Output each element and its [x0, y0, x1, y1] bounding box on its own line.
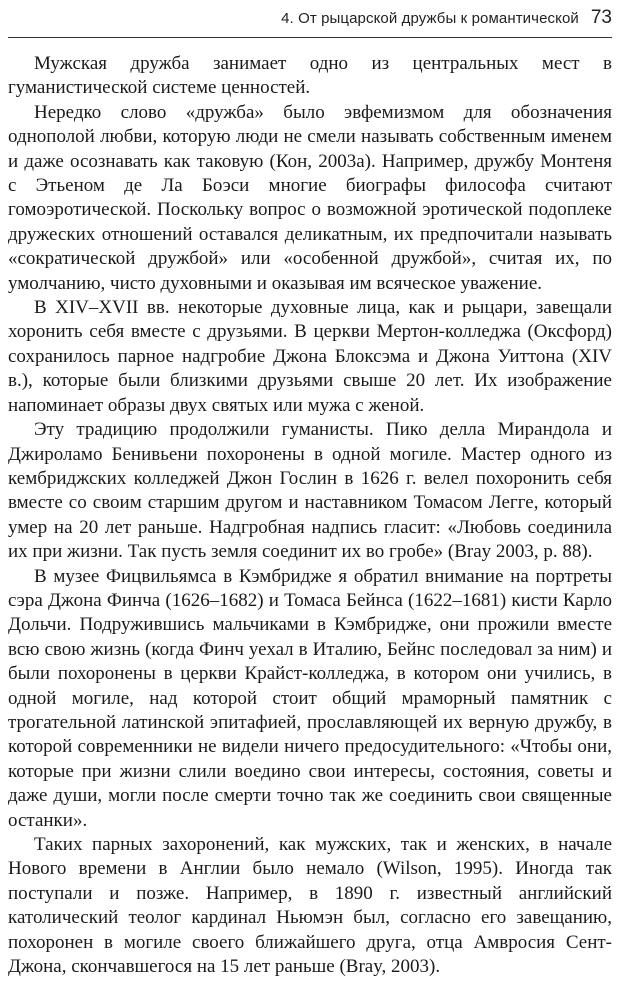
chapter-title: 4. От рыцарской дружбы к романтической — [281, 9, 579, 27]
running-head — [8, 0, 612, 36]
page-number: 73 — [590, 7, 612, 28]
paragraph: Эту традицию продолжили гуманисты. Пико делла Мирандола и Джироламо Бенивьени похоронены в одной могиле. Мастер одного из кембриджских колледжей Джон Гослин в 1626 г. велел похоронить себя вместе со своим старшим другом и наставником Томасом Легге, который умер на 20 лет раньше. Надгробная надпись гласит: «Любовь соединила их при жизни. Так пусть земля соединит их во гробе» (Bray 2003, p. 88). — [8, 419, 612, 563]
body-text — [8, 52, 612, 979]
paragraph: В XIV–XVII вв. некоторые духовные лица, как и рыцари, завещали хоронить себя вместе с друзьями. В церкви Мертон-колледжа (Оксфорд) сохранилось парное надгробие Джона Блоксэма и Джона Уиттона (XIV в.), которые были близкими друзьями свыше 20 лет. Их изображение напоминает образы двух святых или мужа с женой. — [8, 297, 612, 416]
paragraph: Мужская дружба занимает одно из центральных мест в гуманистической системе ценностей. — [8, 53, 612, 99]
paragraph: Нередко слово «дружба» было эвфемизмом для обозначения однополой любви, которую люди не смели называть собственным именем и даже осознавать как таковую (Кон, 2003а). Например, дружбу Монтеня с Этьеном де Ла Боэси многие биографы философа считают гомоэротической. Поскольку вопрос о возможной эротической подоплеке дружеских отношений оставался деликатным, их предпочитали называть «сократической дружбой» или «особенной дружбой», считая их, по умолчанию, чисто духовными и оказывая им всяческое уважение. — [8, 101, 612, 294]
header-rule — [8, 37, 612, 38]
paragraph: Таких парных захоронений, как мужских, так и женских, в начале Нового времени в Англии было немало (Wilson, 1995). Иногда так поступали и позже. Например, в 1890 г. известный английский католический теолог кардинал Ньюмэн был, согласно его завещанию, похоронен в могиле своего ближайшего друга, отца Амвросия Сент-Джона, скончавшегося на 15 лет раньше (Bray, 2003). — [8, 834, 612, 978]
paragraph: В музее Фицвильямса в Кэмбридже я обратил внимание на портреты сэра Джона Финча (1626–1682) и Томаса Бейнса (1622–1681) кисти Карло Дольчи. Подружившись мальчиками в Кэмбридже, они прожили вместе всю свою жизнь (когда Финч уехал в Италию, Бейнс последовал за ним) и были похоронены в церкви Крайст-колледжа, в котором они учились, в одной могиле, над которой стоит общий мраморный памятник с трогательной латинской эпитафией, прославляющей их верную дружбу, в которой современники не видели ничего предосудительного: «Чтобы они, которые при жизни слили воедино свои интересы, состояния, советы и даже души, могли после смерти точно так же соединить свои священные останки». — [8, 565, 612, 831]
